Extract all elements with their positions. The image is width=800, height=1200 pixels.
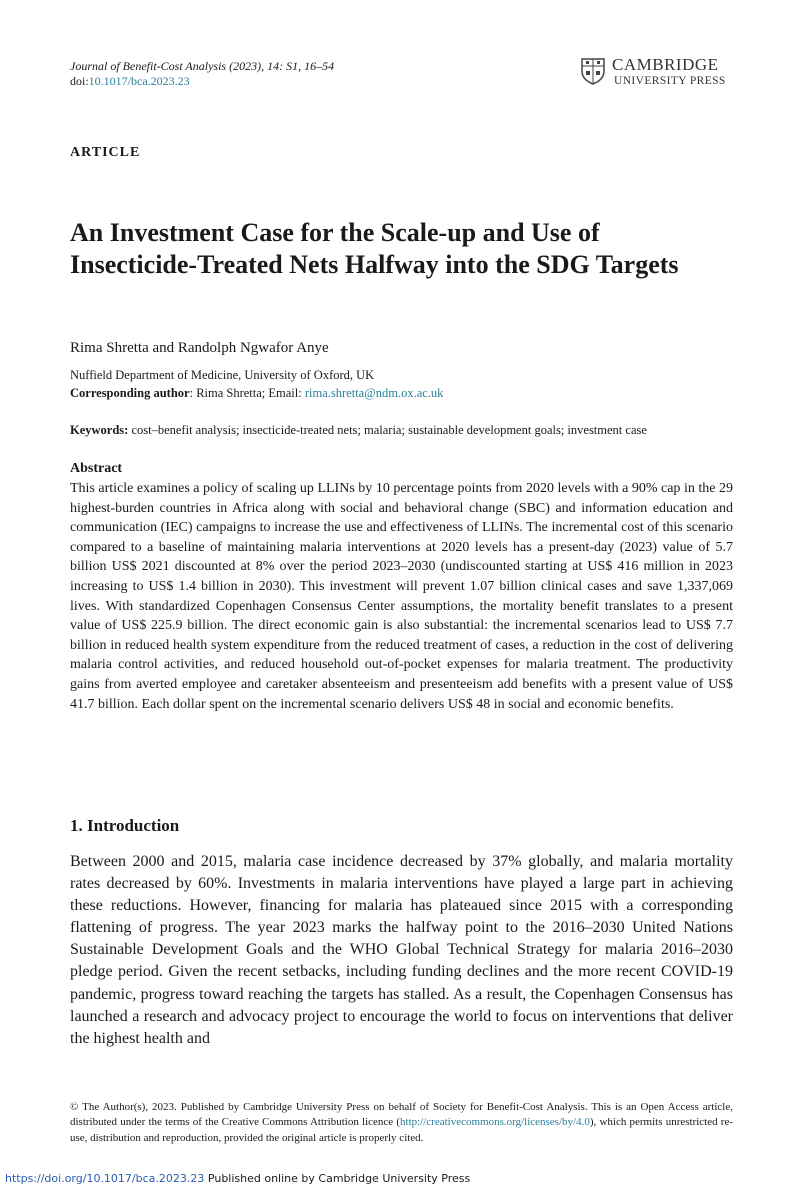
keywords-text: cost–benefit analysis; insecticide-treated nets; malaria; sustainable development goals; investment case xyxy=(128,423,647,437)
authors: Rima Shretta and Randolph Ngwafor Anye xyxy=(70,340,329,356)
abstract-body: This article examines a policy of scaling up LLINs by 10 percentage points from 2020 levels with a 90% cap in the 29 highest-burden countries in Africa along with social and behavioral change (SBC) and information education and communication (IEC) campaigns to increase the use and effectiveness of LLINs. The incremental cost of this scenario compared to a baseline of maintaining malaria interventions at 2020 levels has a present-day (2023) value of 5.7 billion US$ 2021 discounted at 8% over the period 2023–2030 (undiscounted starting at US$ 416 million in 2023 increasing to US$ 1.4 billion in 2030). This investment will prevent 1.07 billion clinical cases and save 1,337,069 lives. With standardized Copenhagen Consensus Center assumptions, the mortality benefit translates to a present value of US$ 225.9 billion. The direct economic gain is also substantial: the incremental scenarios lead to US$ 7.7 billion in reduced health system expenditure from the reduced treatment of cases, a reduction in the cost of delivering malaria control activities, and reduced household out-of-pocket expenses for malaria treatment. The productivity gains from averted employee and caretaker absenteeism and presenteeism add benefits with a present value of US$ 41.7 billion. Each dollar spent on the incremental scenario delivers US$ 48 in social and economic benefits. xyxy=(70,481,733,712)
keywords-label: Keywords: xyxy=(70,423,129,437)
keywords xyxy=(70,422,740,439)
license-note xyxy=(70,1100,733,1146)
doi-prefix: doi: xyxy=(70,74,89,88)
cambridge-logo xyxy=(580,55,745,89)
corresponding-author xyxy=(70,385,443,402)
affiliation: Nuffield Department of Medicine, University of Oxford, UK xyxy=(70,368,375,382)
introduction-body: Between 2000 and 2015, malaria case incidence decreased by 37% globally, and malaria mortality rates decreased by 60%. Investments in malaria interventions have played a large part in achieving these reductions. However, financing for malaria has plateaued since 2015 with a corresponding flattening of progress. The year 2023 marks the halfway point to the 2016–2030 United Nations Sustainable Development Goals and the WHO Global Technical Strategy for malaria 2016–2030 pledge period. Given the recent setbacks, including funding declines and the more recent COVID-19 pandemic, progress toward reaching the targets has stalled. As a result, the Copenhagen Consensus has launched a research and advocacy project to encourage the world to focus on interventions that deliver the highest health and xyxy=(70,853,733,1047)
paper-title: An Investment Case for the Scale-up and Use of Insecticide-Treated Nets Halfway into the SDG Targets xyxy=(70,218,679,279)
license-text-before: © The Author(s), 2023. Published by Cambridge University Press on behalf of Society for Benefit-Cost Analysis. This is an Open Access article, distributed under the terms of the Creative Commons Attribution licence ( xyxy=(70,1101,733,1129)
corresponding-label: Corresponding author xyxy=(70,386,190,400)
footer-published-text: Published online by Cambridge University Press xyxy=(204,1172,471,1185)
doi-link[interactable]: 10.1017/bca.2023.23 xyxy=(88,74,190,88)
logo-line2: UNIVERSITY PRESS xyxy=(614,75,726,87)
introduction-heading: 1. Introduction xyxy=(70,816,180,835)
cambridge-crest-icon xyxy=(580,57,606,85)
page-footer xyxy=(5,1172,470,1186)
corresponding-text: : Rima Shretta; Email: xyxy=(189,386,305,400)
abstract-heading: Abstract xyxy=(70,461,123,476)
footer-doi-link[interactable]: https://doi.org/10.1017/bca.2023.23 xyxy=(5,1172,205,1185)
doi-line xyxy=(70,73,190,89)
journal-citation: Journal of Benefit-Cost Analysis (2023), 14: S1, 16–54 xyxy=(70,59,335,73)
corresponding-email[interactable]: rima.shretta@ndm.ox.ac.uk xyxy=(304,386,444,400)
logo-line1: CAMBRIDGE xyxy=(612,55,719,74)
license-text-after: ), which permits unrestricted re-use, distribution and reproduction, provided the original article is properly cited. xyxy=(70,1116,734,1144)
article-type-label: ARTICLE xyxy=(70,145,141,160)
license-link[interactable]: http://creativecommons.org/licenses/by/4.0 xyxy=(400,1116,590,1129)
